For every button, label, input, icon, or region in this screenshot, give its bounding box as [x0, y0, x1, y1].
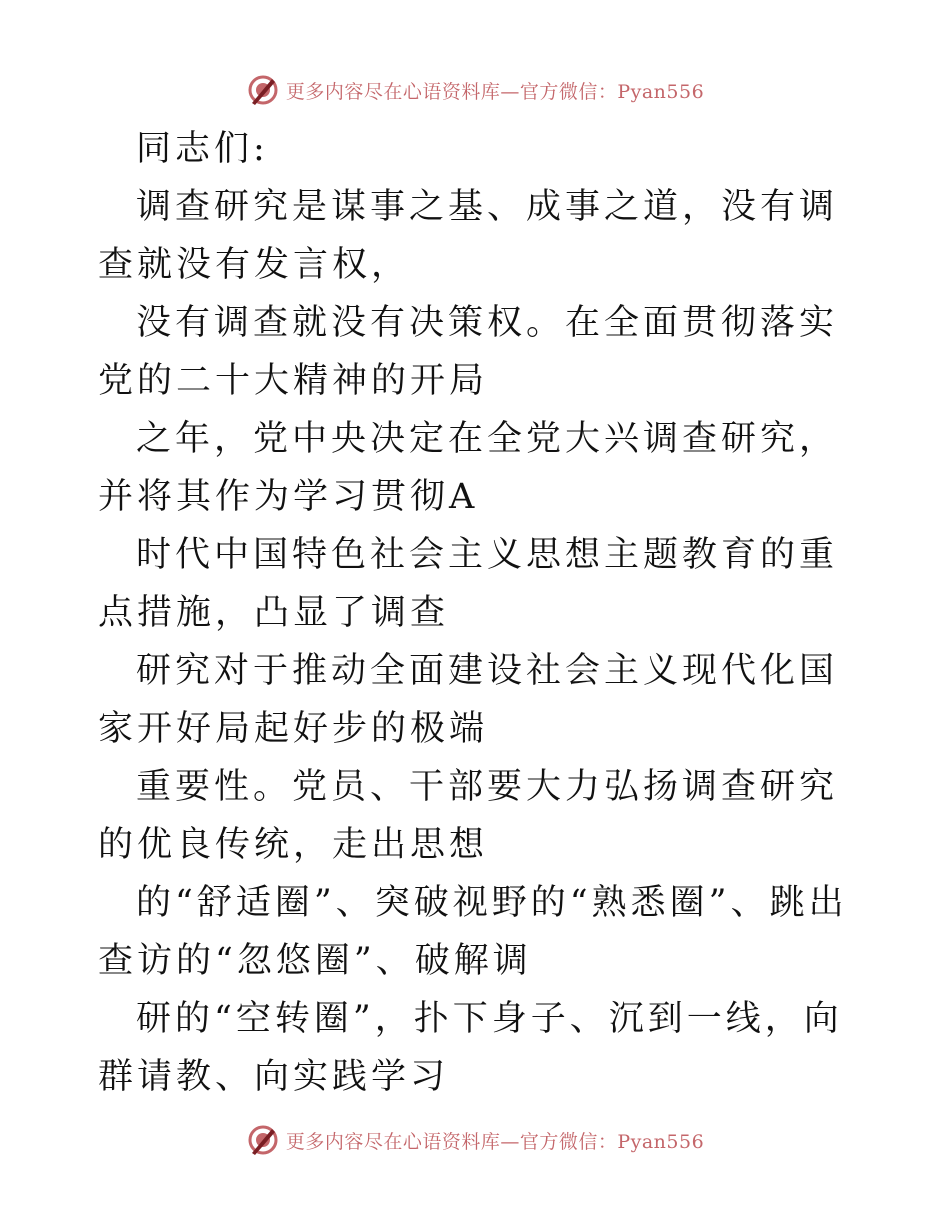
pen-circle-logo-icon: [246, 1123, 280, 1157]
paragraph: 之年，党中央决定在全党大兴调查研究，并将其作为学习贯彻A: [98, 419, 839, 517]
paragraph: 研的“空转圈”，扑下身子、沉到一线，向群请教、向实践学习: [98, 999, 843, 1097]
paragraph: 调查研究是谋事之基、成事之道，没有调查就没有发言权，: [98, 187, 839, 285]
paragraph: 同志们:: [136, 129, 269, 169]
paragraph: 时代中国特色社会主义思想主题教育的重点措施，凸显了调查: [98, 535, 839, 633]
watermark-text: 更多内容尽在心语资料库—官方微信：Pyan556: [285, 80, 705, 103]
pen-circle-logo-icon: [246, 73, 280, 107]
paragraph: 研究对于推动全面建设社会主义现代化国家开好局起好步的极端: [98, 651, 839, 749]
speech-body: [98, 120, 858, 1106]
watermark-text: 更多内容尽在心语资料库—官方微信：Pyan556: [285, 1130, 705, 1153]
paragraph: 重要性。党员、干部要大力弘扬调查研究的优良传统，走出思想: [98, 767, 839, 865]
header-watermark: [0, 70, 950, 110]
footer-watermark: [0, 1120, 950, 1160]
paragraph: 没有调查就没有决策权。在全面贯彻落实党的二十大精神的开局: [98, 303, 839, 401]
paragraph: 的“舒适圈”、突破视野的“熟悉圈”、跳出查访的“忽悠圈”、破解调: [98, 883, 848, 981]
